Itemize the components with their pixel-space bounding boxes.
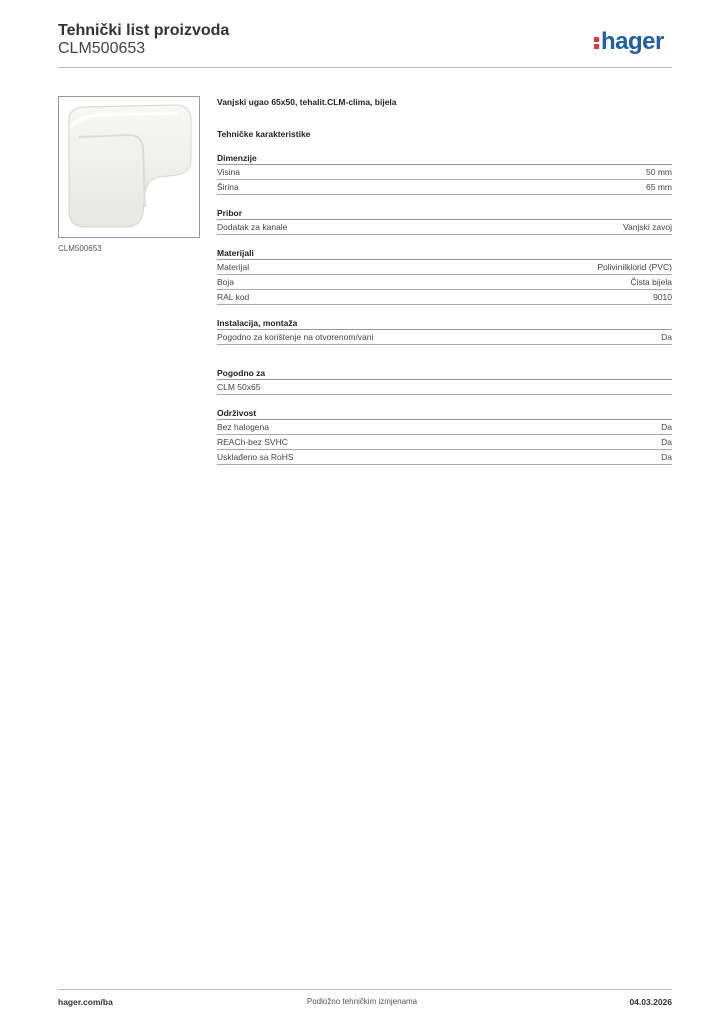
- specs-content: [217, 96, 672, 465]
- spec-row: [217, 435, 672, 450]
- spec-value: Da: [661, 332, 672, 342]
- spec-value: Da: [661, 422, 672, 432]
- corner-piece-icon: [59, 97, 199, 237]
- product-description: Vanjski ugao 65x50, tehalit.CLM-clima, bijela: [217, 97, 397, 107]
- spec-row: [217, 290, 672, 305]
- section-title: Materijali: [217, 247, 672, 260]
- product-image: [58, 96, 200, 238]
- product-code: CLM500653: [58, 40, 146, 57]
- logo-text: hager: [601, 28, 664, 55]
- spec-row: [217, 260, 672, 275]
- image-caption: CLM500653: [58, 244, 102, 253]
- spec-label: Bez halogena: [217, 422, 269, 432]
- spec-row: [217, 275, 672, 290]
- spec-row: [217, 420, 672, 435]
- spec-label: Boja: [217, 277, 235, 287]
- section-title: Instalacija, montaža: [217, 317, 672, 330]
- section-title: Održivost: [217, 407, 672, 420]
- section-materials: [217, 247, 672, 305]
- spec-value: Vanjski zavoj: [623, 222, 672, 232]
- spec-label: CLM 50x65: [217, 382, 261, 392]
- section-title: Pogodno za: [217, 367, 672, 380]
- section-installation: [217, 317, 672, 345]
- spec-value: Polivinilklorid (PVC): [597, 262, 672, 272]
- page-title: Tehnički list proizvoda: [58, 22, 230, 39]
- hager-logo: [594, 28, 664, 56]
- spec-row: [217, 180, 672, 195]
- spec-row: [217, 165, 672, 180]
- spec-label: RAL kod: [217, 292, 250, 302]
- spec-value: Čista bijela: [630, 277, 672, 287]
- spec-value: 65 mm: [646, 182, 672, 192]
- spec-label: REACh-bez SVHC: [217, 437, 288, 447]
- spec-label: Pogodno za korištenje na otvorenom/vani: [217, 332, 374, 342]
- section-dimensions: [217, 152, 672, 195]
- spec-value: 50 mm: [646, 167, 672, 177]
- section-title: Pribor: [217, 207, 672, 220]
- tech-characteristics-title: Tehničke karakteristike: [217, 129, 311, 139]
- spec-label: Visina: [217, 167, 240, 177]
- section-sustainability: [217, 407, 672, 465]
- logo-dots-icon: [594, 35, 599, 49]
- section-accessories: [217, 207, 672, 235]
- footer-notice: Podložno tehničkim izmjenama: [306, 997, 418, 1006]
- footer-date: 04.03.2026: [629, 997, 672, 1007]
- footer-website-link[interactable]: hager.com/ba: [58, 997, 113, 1007]
- spec-row: [217, 220, 672, 235]
- spec-value: Da: [661, 452, 672, 462]
- section-title: Dimenzije: [217, 152, 672, 165]
- section-suitable-for: [217, 367, 672, 395]
- spec-value: Da: [661, 437, 672, 447]
- spec-value: 9010: [653, 292, 672, 302]
- header-divider: [58, 67, 672, 68]
- spec-row: [217, 380, 672, 395]
- footer-divider: [58, 989, 672, 990]
- spec-label: Usklađeno sa RoHS: [217, 452, 294, 462]
- spec-row: [217, 450, 672, 465]
- spec-label: Dodatak za kanale: [217, 222, 288, 232]
- spec-label: Širina: [217, 182, 239, 192]
- spec-label: Materijal: [217, 262, 250, 272]
- spec-row: [217, 330, 672, 345]
